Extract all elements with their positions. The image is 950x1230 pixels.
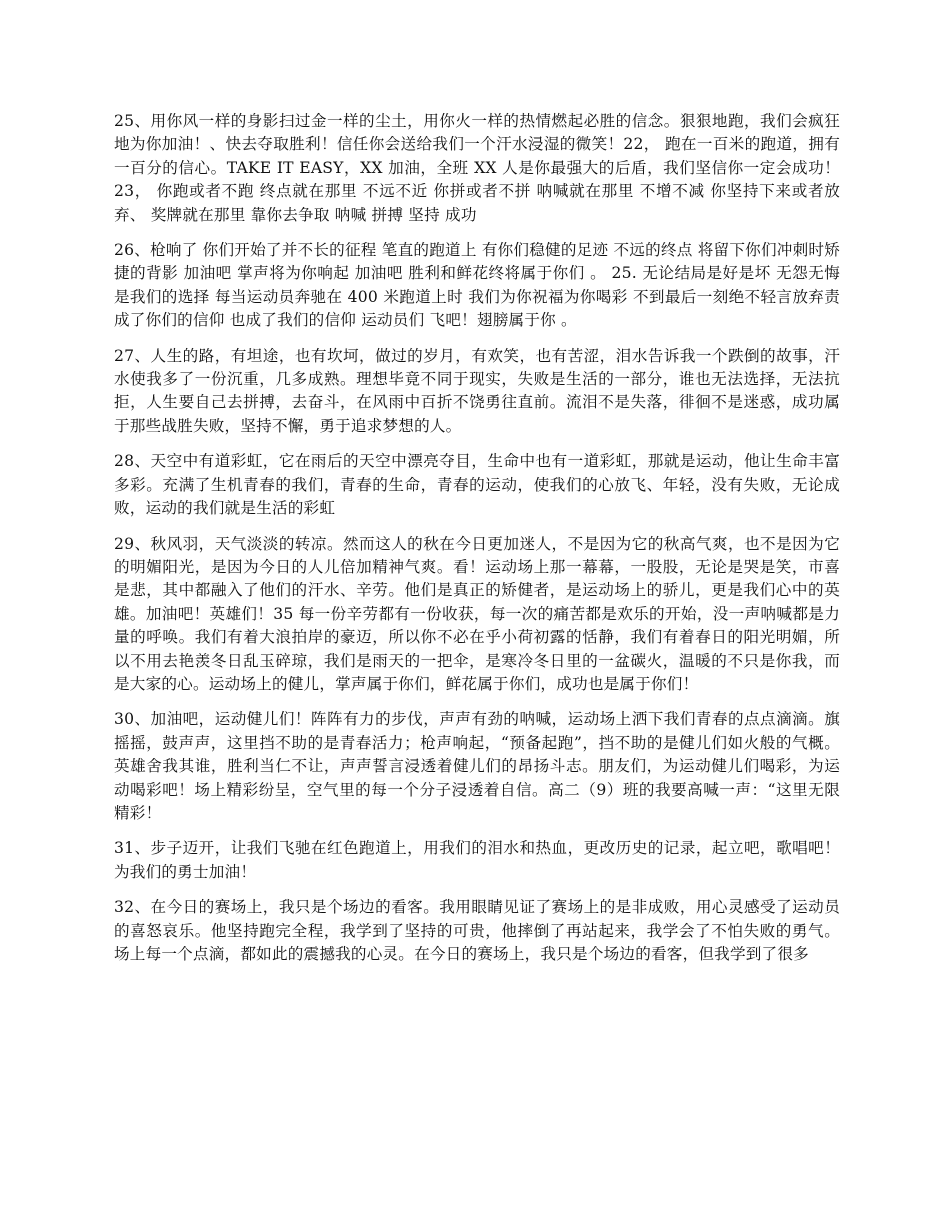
document-body <box>114 110 840 978</box>
paragraph-27: 27、人生的路，有坦途，也有坎坷，做过的岁月，有欢笑，也有苦涩，泪水告诉我一个跌倒的故事，汗水使我多了一份沉重，几多成熟。理想毕竟不同于现实，失败是生活的一部分，谁也无法选择，无法抗拒，人生要自己去拼搏，去奋斗，在风雨中百折不饶勇往直前。流泪不是失落，徘徊不是迷惑，成功属于那些战胜失败，坚持不懈，勇于追求梦想的人。 <box>114 346 840 435</box>
paragraph-32: 32、在今日的赛场上，我只是个场边的看客。我用眼睛见证了赛场上的是非成败，用心灵感受了运动员的喜怒哀乐。他坚持跑完全程，我学到了坚持的可贵，他摔倒了再站起来，我学会了不怕失败的勇气。场上每一个点滴，都如此的震撼我的心灵。在今日的赛场上，我只是个场边的看客，但我学到了很多 <box>114 898 840 963</box>
paragraph-26: 26、枪响了 你们开始了并不长的征程 笔直的跑道上 有你们稳健的足迹 不远的终点 将留下你们冲刺时矫捷的背影 加油吧 掌声将为你响起 加油吧 胜利和鲜花终将属于你们 。 25. 无论结局是好是坏 无怨无悔是我们的选择 每当运动员奔驰在 400 米跑道上时 我们为你祝福为你喝彩 不到最后一刻绝不轻言放弃责成了你们的信仰 也成了我们的信仰 运动员们 飞吧！翅膀属于你 。 <box>114 241 840 330</box>
paragraph-25: 25、用你风一样的身影扫过金一样的尘土，用你火一样的热情燃起必胜的信念。狠狠地跑，我们会疯狂地为你加油！、快去夺取胜利！信任你会送给我们一个汗水浸湿的微笑！22， 跑在一百米的跑道，拥有一百分的信心。TAKE IT EASY，XX 加油，全班 XX 人是你最强大的后盾，我们坚信你一定会成功！ 23， 你跑或者不跑 终点就在那里 不远不近 你拼或者不拼 呐喊就在那里 不增不减 你坚持下来或者放弃、 奖牌就在那里 靠你去争取 呐喊 拼搏 坚持 成功 <box>114 112 840 224</box>
paragraph-30: 30、加油吧，运动健儿们！阵阵有力的步伐，声声有劲的呐喊，运动场上洒下我们青春的点点滴滴。旗摇摇，鼓声声，这里挡不助的是青春活力；枪声响起，“预备起跑”，挡不助的是健儿们如火般的气概。英雄舍我其谁，胜利当仁不让，声声誓言浸透着健儿们的昂扬斗志。朋友们，为运动健儿们喝彩，为运动喝彩吧！场上精彩纷呈，空气里的每一个分子浸透着自信。高二（9）班的我要高喊一声：“这里无限精彩！ <box>114 710 840 822</box>
paragraph-28: 28、天空中有道彩虹，它在雨后的天空中漂亮夺目，生命中也有一道彩虹，那就是运动，他让生命丰富多彩。充满了生机青春的我们，青春的生命，青春的运动，使我们的心放飞、年轻，没有失败，无论成败，运动的我们就是生活的彩虹 <box>114 452 840 518</box>
paragraph-31: 31、步子迈开，让我们飞驰在红色跑道上，用我们的泪水和热血，更改历史的记录，起立吧，歌唱吧！为我们的勇士加油！ <box>114 839 840 881</box>
paragraph-29: 29、秋风羽，天气淡淡的转凉。然而这人的秋在今日更加迷人，不是因为它的秋高气爽，也不是因为它的明媚阳光，是因为今日的人儿倍加精神气爽。看！运动场上那一幕幕，一股股，无论是哭是笑，市喜是悲，其中都融入了他们的汗水、辛劳。他们是真正的矫健者，是运动场上的骄儿，更是我们心中的英雄。加油吧！英雄们！35 每一份辛劳都有一份收获，每一次的痛苦都是欢乐的开始，没一声呐喊都是力量的呼唤。我们有着大浪拍岸的豪迈，所以你不必在乎小荷初露的恬静，我们有着春日的阳光明媚，所以不用去艳羡冬日乱玉碎琼，我们是雨天的一把伞，是寒冷冬日里的一盆碳火，温暖的不只是你我，而是大家的心。运动场上的健儿，掌声属于你们，鲜花属于你们，成功也是属于你们！ <box>114 534 840 693</box>
